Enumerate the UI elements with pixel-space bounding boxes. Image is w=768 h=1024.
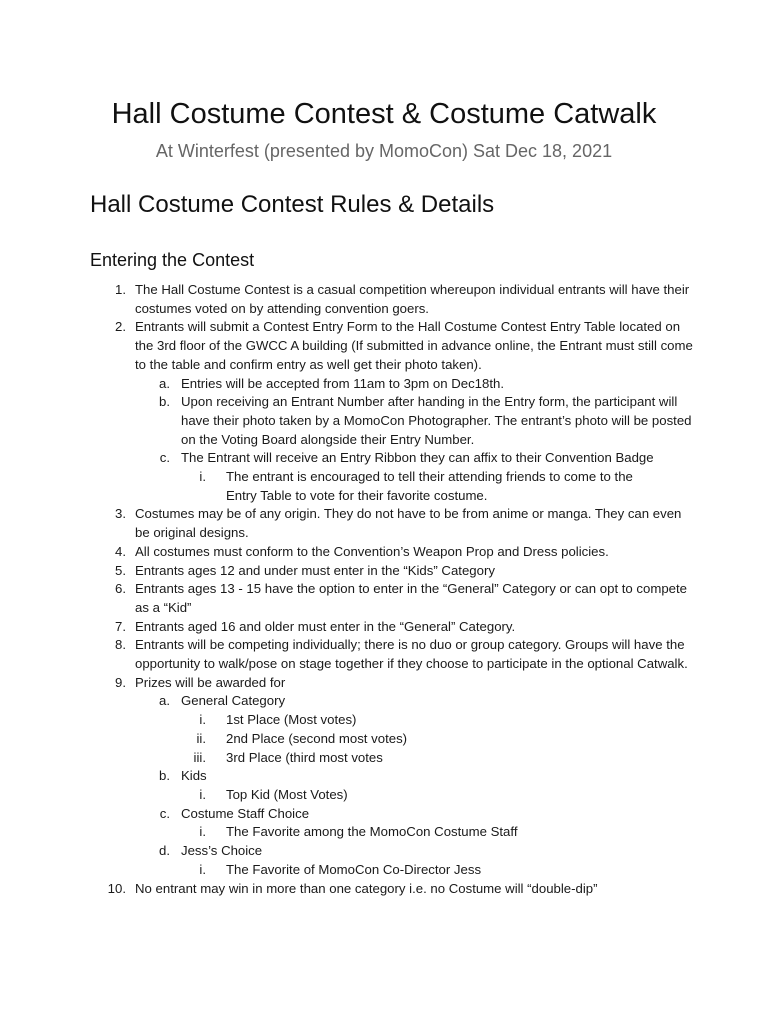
document-subtitle: At Winterfest (presented by MomoCon) Sat Dec 18, 2021: [155, 141, 613, 161]
list-marker: 10.: [107, 880, 126, 896]
list-item: [0, 730, 768, 749]
list-marker: 1.: [115, 282, 126, 297]
list-item: [0, 674, 768, 693]
list-marker: 7.: [115, 618, 126, 634]
list-marker: b.: [159, 768, 170, 784]
list-item-text: Costume Staff Choice: [181, 805, 310, 821]
list-item-text: The Favorite of MomoCon Co-Director Jess: [226, 861, 482, 877]
list-item-text: The entrant is encouraged to tell their attending friends to come to the Entry Table to vote for their favorite costume.: [226, 469, 633, 503]
list-item: [0, 842, 768, 861]
list-item: [0, 880, 768, 899]
section-heading: Hall Costume Contest Rules & Details: [90, 191, 495, 218]
list-marker: i.: [199, 786, 206, 802]
list-item-text: Entries will be accepted from 11am to 3pm on Dec18th.: [181, 375, 505, 391]
list-item: [0, 468, 768, 505]
list-item: [0, 749, 768, 768]
list-marker: 9.: [115, 674, 126, 690]
list-item: [0, 281, 768, 318]
list-marker: iii.: [193, 749, 206, 765]
list-marker: 8.: [115, 637, 126, 653]
list-marker: i.: [199, 861, 206, 877]
list-item-text: General Category: [181, 693, 286, 709]
list-item-text: The Favorite among the MomoCon Costume Staff: [226, 824, 518, 840]
list-item: [0, 636, 768, 673]
list-item: [0, 861, 768, 880]
list-item: [0, 375, 768, 394]
list-item: [0, 618, 768, 637]
list-item-text: Entrants ages 12 and under must enter in the “Kids” Category: [135, 562, 495, 578]
list-item-text: Costumes may be of any origin. They do not have to be from anime or manga. They can even be original designs.: [135, 506, 682, 541]
list-item: [0, 823, 768, 842]
list-item: [0, 786, 768, 805]
subsection-heading: Entering the Contest: [90, 250, 255, 270]
list-marker: c.: [159, 805, 170, 821]
list-marker: i.: [199, 712, 206, 728]
list-marker: i.: [199, 824, 206, 840]
list-marker: ii.: [196, 730, 206, 746]
list-item-text: Entrants will submit a Contest Entry Form to the Hall Costume Contest Entry Table located on the 3rd floor of the GWCC A building (If submitted in advance online, the Entrant must still come to the table and confirm entry as well get their photo taken).: [135, 319, 693, 372]
list-item: [0, 543, 768, 562]
list-marker: 3.: [115, 506, 126, 522]
list-item-text: 1st Place (Most votes): [226, 712, 357, 728]
list-marker: d.: [159, 843, 170, 859]
list-item: [0, 580, 768, 617]
list-item-text: No entrant may win in more than one category i.e. no Costume will “double-dip”: [135, 880, 598, 896]
list-item-text: 3rd Place (third most votes: [226, 749, 383, 765]
list-item: [0, 318, 768, 374]
list-item-text: Jess’s Choice: [181, 843, 263, 859]
list-marker: a.: [159, 693, 170, 709]
list-item: [0, 767, 768, 786]
list-item-text: The Entrant will receive an Entry Ribbon they can affix to their Convention Badge: [181, 450, 654, 466]
list-item: [0, 711, 768, 730]
list-item-text: Top Kid (Most Votes): [226, 786, 348, 802]
list-marker: b.: [159, 394, 170, 410]
list-item-text: The Hall Costume Contest is a casual competition whereupon individual entrants will have their costumes voted on by attending convention goers.: [135, 282, 690, 316]
list-item: [0, 449, 768, 468]
list-marker: 4.: [115, 543, 126, 559]
list-item-text: Entrants will be competing individually; there is no duo or group category. Groups will have the opportunity to walk/pose on stage together if they choose to participate in the optional Catwalk.: [135, 637, 688, 672]
list-item-text: All costumes must conform to the Convention’s Weapon Prop and Dress policies.: [135, 543, 609, 559]
list-marker: 5.: [115, 562, 126, 578]
document-title: Hall Costume Contest & Costume Catwalk: [111, 98, 657, 130]
rules-list: [0, 281, 768, 898]
list-marker: i.: [199, 469, 206, 485]
list-item-text: Kids: [181, 768, 207, 784]
list-item: [0, 692, 768, 711]
list-item-text: Upon receiving an Entrant Number after handing in the Entry form, the participant will have their photo taken by a MomoCon Photographer. The entrant’s photo will be posted on the Voting Board alongside their Entry Number.: [181, 394, 692, 447]
list-item: [0, 562, 768, 581]
list-item-text: Entrants aged 16 and older must enter in the “General” Category.: [135, 618, 516, 634]
list-item: [0, 805, 768, 824]
list-item-text: Entrants ages 13 - 15 have the option to enter in the “General” Category or can opt to compete as a “Kid”: [135, 581, 688, 615]
list-item-text: Prizes will be awarded for: [135, 674, 286, 690]
list-marker: c.: [159, 450, 170, 466]
list-marker: 6.: [115, 581, 126, 597]
list-item: [0, 505, 768, 542]
list-item: [0, 393, 768, 449]
list-marker: 2.: [115, 319, 126, 335]
list-item-text: 2nd Place (second most votes): [226, 730, 408, 746]
list-marker: a.: [159, 375, 170, 391]
